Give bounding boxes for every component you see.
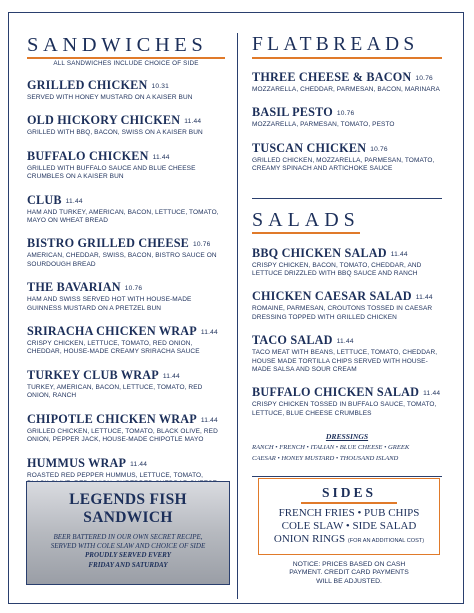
sandwich-item-name: HUMMUS WRAP — [27, 455, 127, 470]
salad-item-price: 11.44 — [336, 338, 354, 346]
sandwich-item-price: 11.44 — [200, 329, 218, 337]
dressings-block — [252, 432, 442, 464]
sandwich-item-name-row — [27, 194, 225, 208]
salad-item — [252, 386, 442, 418]
salad-item-description: CRISPY CHICKEN, BACON, TOMATO, CHEDDAR, AND LETTUCE DRIZZLED WITH BBQ SAUCE AND RANCH — [252, 261, 422, 278]
sides-additional-cost-note: (FOR AN ADDITIONAL COST) — [347, 537, 425, 544]
flatbreads-heading: FLATBREADS — [252, 34, 419, 55]
sandwich-item-price: 10.31 — [151, 83, 170, 90]
sandwich-item-name-row — [27, 325, 225, 339]
flatbread-item — [252, 71, 442, 94]
fish-title-line1: LEGENDS FISH — [69, 491, 187, 508]
sandwich-item-description: GRILLED WITH BUFFALO SAUCE AND BLUE CHEESE CRUMBLES ON A KAISER BUN — [27, 164, 196, 181]
sandwich-item-price: 11.44 — [130, 460, 148, 468]
sandwich-item-price: 11.44 — [65, 197, 83, 205]
flatbread-item-name: TUSCAN CHICKEN — [252, 140, 367, 155]
dressings-title: DRESSINGS — [325, 432, 369, 442]
sandwich-item-price: 11.44 — [152, 153, 170, 161]
flatbread-item-price: 10.76 — [370, 145, 388, 153]
sandwich-item-name-row — [27, 237, 225, 251]
salad-item-name: BUFFALO CHICKEN SALAD — [252, 385, 420, 400]
notice-line3: WILL BE ADJUSTED. — [316, 577, 382, 585]
salads-heading-rule — [252, 232, 360, 234]
salad-item-description: CRISPY CHICKEN TOSSED IN BUFFALO SAUCE, TOMATO, LETTUCE, BLUE CHEESE CRUMBLES — [252, 401, 437, 417]
sides-heading: SIDES — [321, 485, 377, 500]
sandwich-item-price: 11.44 — [184, 118, 202, 126]
flatbreads-salads-separator — [252, 198, 442, 199]
flatbread-item-name: THREE CHEESE & BACON — [252, 70, 412, 84]
salad-item — [252, 290, 442, 322]
sandwich-item-price: 11.44 — [200, 416, 218, 424]
sandwich-item-name: GRILLED CHICKEN — [27, 78, 148, 92]
sandwich-item-description: ROASTED RED PEPPER HUMMUS, LETTUCE, TOMATO, — [27, 471, 204, 479]
dressings-list — [252, 443, 442, 464]
flatbread-item-name-row — [252, 71, 442, 85]
sandwich-item — [27, 237, 225, 269]
sandwich-item — [27, 413, 225, 445]
sandwich-item-name-row — [27, 281, 225, 295]
sandwiches-section — [27, 34, 225, 488]
sandwich-item — [27, 194, 225, 226]
sandwich-item — [27, 79, 225, 102]
sandwiches-note: ALL SANDWICHES INCLUDE CHOICE OF SIDE — [53, 60, 199, 67]
sides-onion-rings: ONION RINGS — [273, 532, 346, 545]
sandwich-item — [27, 369, 225, 401]
fish-sandwich-box — [26, 481, 230, 585]
sandwich-item — [27, 114, 225, 137]
salad-item-description: ROMAINE, PARMESAN, CROUTONS TOSSED IN CAESAR DRESSING TOPPED WITH GRILLED CHICKEN — [252, 305, 433, 321]
sandwich-item-name-row — [27, 79, 225, 93]
salad-item-name: BBQ CHICKEN SALAD — [252, 245, 387, 260]
salad-list — [252, 247, 442, 419]
salad-item — [252, 334, 442, 374]
flatbread-item-name: BASIL PESTO — [252, 105, 333, 120]
sandwich-item-name: OLD HICKORY CHICKEN — [27, 113, 181, 128]
sides-heading-rule — [301, 502, 397, 504]
salad-item-name: TACO SALAD — [252, 333, 333, 348]
salad-item-name-row — [252, 247, 442, 261]
flatbread-item-price: 10.76 — [415, 75, 433, 82]
sandwich-item-description: GRILLED CHICKEN, LETTUCE, TOMATO, BLACK OLIVE, RED ONION, PEPPER JACK, HOUSE-MADE CHIPOTLE MAYO — [27, 427, 218, 444]
salad-item — [252, 247, 442, 279]
sandwich-item-name-row — [27, 457, 225, 471]
sandwich-item-name-row — [27, 413, 225, 427]
sandwiches-heading-rule — [27, 57, 225, 59]
sandwich-item-description: HAM AND TURKEY, AMERICAN, BACON, LETTUCE, TOMATO, MAYO ON WHEAT BREAD — [27, 208, 219, 225]
sides-line1: FRENCH FRIES • PUB CHIPS — [278, 506, 420, 519]
sandwich-item-name: CLUB — [27, 192, 62, 207]
sandwich-item-name: BUFFALO CHICKEN — [27, 148, 149, 163]
right-column — [252, 34, 442, 477]
notice-line2: PAYMENT. CREDIT CARD PAYMENTS — [289, 569, 409, 577]
sandwich-item-description: CRISPY CHICKEN, LETTUCE, TOMATO, RED ONION, CHEDDAR, HOUSE-MADE CREAMY SRIRACHA SAUCE — [27, 340, 200, 356]
sandwich-item-price: 10.76 — [193, 241, 211, 249]
sides-line2: COLE SLAW • SIDE SALAD — [281, 519, 417, 532]
sandwich-item-name-row — [27, 369, 225, 383]
fish-sandwich-description — [27, 533, 229, 570]
salad-item-price: 11.44 — [390, 250, 408, 258]
sandwich-item-name-row — [27, 150, 225, 164]
sandwich-item-name: SRIRACHA CHICKEN WRAP — [27, 324, 197, 339]
sandwich-item-name: CHIPOTLE CHICKEN WRAP — [27, 411, 197, 426]
notice-line1: NOTICE: PRICES BASED ON CASH — [292, 561, 406, 568]
flatbread-item — [252, 106, 442, 129]
sandwich-item-description: HAM AND SWISS SERVED HOT WITH HOUSE-MADE GUINNESS MUSTARD ON A PRETZEL BUN — [27, 296, 192, 312]
column-divider — [237, 33, 238, 599]
sandwich-item-description: AMERICAN, CHEDDAR, SWISS, BACON, BISTRO SAUCE ON SOURDOUGH BREAD — [27, 252, 217, 268]
flatbread-item-name-row — [252, 142, 442, 156]
sides-box — [258, 478, 440, 555]
sandwich-item-description: SERVED WITH HONEY MUSTARD ON A KAISER BUN — [27, 94, 193, 101]
dressings-line2: CAESAR • HONEY MUSTARD • THOUSAND ISLAND — [252, 454, 399, 462]
flatbreads-heading-rule — [252, 57, 442, 59]
sandwiches-heading: SANDWICHES — [27, 34, 208, 56]
flatbread-item-description: MOZZARELLA, PARMESAN, TOMATO, PESTO — [252, 121, 395, 129]
sandwich-item — [27, 325, 225, 357]
sandwich-item-description: TURKEY, AMERICAN, BACON, LETTUCE, TOMATO, RED ONION, RANCH — [27, 383, 203, 400]
sandwich-item — [27, 281, 225, 313]
salads-heading: SALADS — [252, 208, 360, 231]
sandwich-item-price: 10.76 — [124, 285, 143, 293]
fish-desc-line4: FRIDAY AND SATURDAY — [88, 560, 168, 569]
flatbread-item-description: GRILLED CHICKEN, MOZZARELLA, PARMESAN, TOMATO, CREAMY SPINACH AND ARTICHOKE SAUCE — [252, 156, 435, 173]
salad-item-name: CHICKEN CAESAR SALAD — [252, 289, 412, 304]
salad-item-name-row — [252, 386, 442, 400]
fish-sandwich-title — [27, 491, 229, 527]
flatbread-list — [252, 71, 442, 174]
fish-desc-line3: PROUDLY SERVED EVERY — [85, 551, 171, 560]
flatbread-item — [252, 142, 442, 174]
sandwich-item-description: GRILLED WITH BBQ, BACON, SWISS ON A KAISER BUN — [27, 129, 203, 137]
fish-desc-line1: BEER BATTERED IN OUR OWN SECRET RECIPE, — [53, 533, 203, 541]
sandwich-item-name: BISTRO GRILLED CHEESE — [27, 236, 190, 251]
sandwich-item-name: THE BAVARIAN — [27, 280, 121, 295]
salad-item-price: 11.44 — [423, 390, 441, 398]
sandwich-item-price: 11.44 — [162, 372, 180, 380]
dressings-line1: RANCH • FRENCH • ITALIAN • BLUE CHEESE • GREEK — [252, 444, 410, 452]
sandwich-item — [27, 150, 225, 182]
salad-item-name-row — [252, 290, 442, 304]
sandwich-list — [27, 79, 225, 488]
fish-title-line2: SANDWICH — [83, 509, 173, 526]
flatbread-item-description: MOZZARELLA, CHEDDAR, PARMESAN, BACON, MARINARA — [252, 86, 440, 93]
salad-item-name-row — [252, 334, 442, 348]
payment-notice — [258, 561, 440, 586]
sandwich-item-name-row — [27, 114, 225, 128]
flatbread-item-name-row — [252, 106, 442, 120]
fish-desc-line2: SERVED WITH COLE SLAW AND CHOICE OF SIDE — [50, 542, 206, 551]
salad-item-description: TACO MEAT WITH BEANS, LETTUCE, TOMATO, CHEDDAR, HOUSE MADE TORTILLA CHIPS SERVED WITH HOUSE-MADE SALSA AND SOUR CREAM — [252, 349, 438, 374]
sides-line3 — [259, 533, 439, 548]
flatbread-item-price: 10.76 — [336, 110, 355, 118]
salad-item-price: 11.44 — [415, 294, 433, 302]
sandwich-item-name: TURKEY CLUB WRAP — [27, 367, 159, 382]
